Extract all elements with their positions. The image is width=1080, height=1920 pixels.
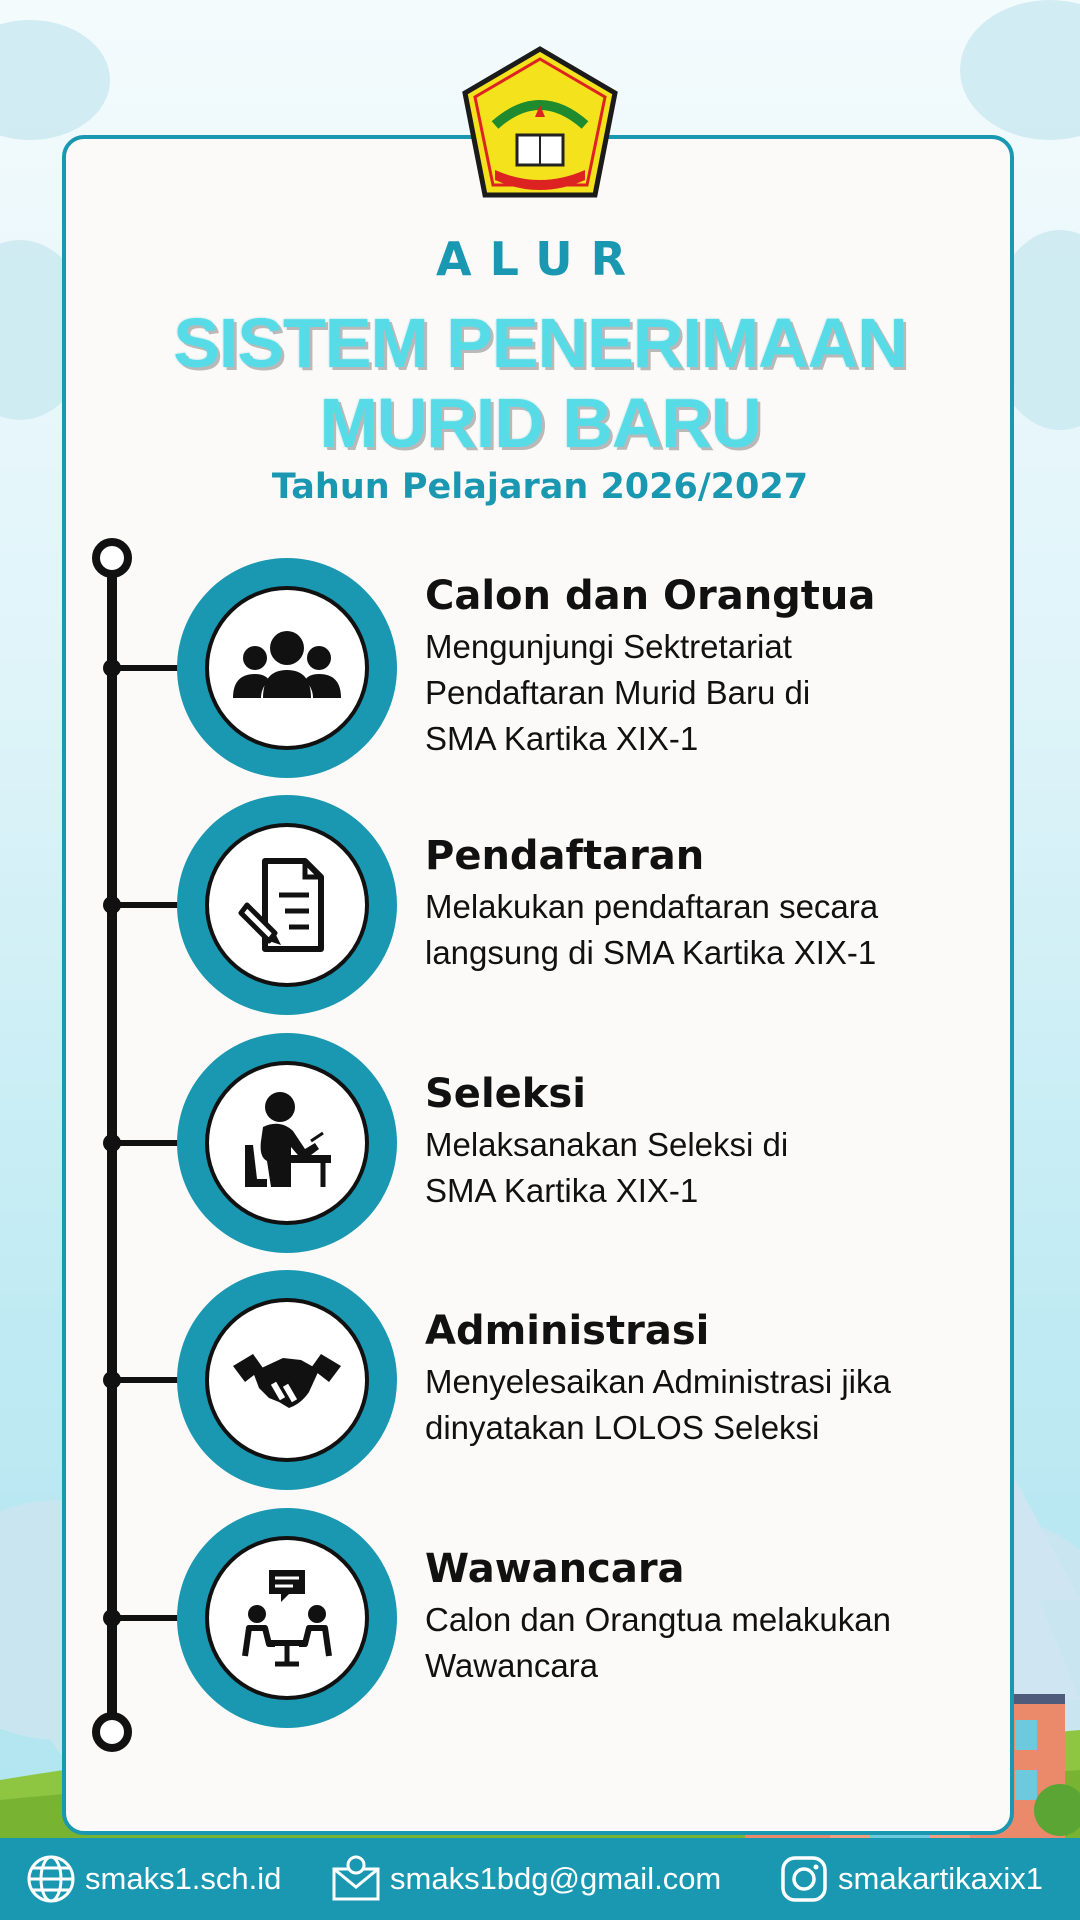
step-1-icon-circle	[177, 558, 397, 778]
step-4-title: Administrasi	[425, 1308, 710, 1354]
step-3-title: Seleksi	[425, 1071, 586, 1117]
instagram-icon	[778, 1853, 830, 1905]
step-3-desc: Melaksanakan Seleksi di SMA Kartika XIX-1	[425, 1126, 789, 1209]
footer-instagram-text: smakartikaxix1	[838, 1861, 1043, 1896]
document-pen-icon	[205, 823, 369, 987]
student-desk-icon	[205, 1061, 369, 1225]
page-title-line2: MURID BARU	[319, 384, 761, 462]
step-2-title: Pendaftaran	[425, 833, 705, 879]
step-5	[425, 1545, 985, 1689]
footer-instagram[interactable]	[778, 1838, 1043, 1920]
step-5-icon-circle	[177, 1508, 397, 1728]
footer-website-text: smaks1.sch.id	[85, 1861, 282, 1896]
school-logo	[455, 45, 625, 205]
footer-website[interactable]	[25, 1838, 281, 1920]
step-5-desc: Calon dan Orangtua melakukan Wawancara	[425, 1601, 891, 1684]
footer-email[interactable]	[330, 1838, 721, 1920]
kicker-text: ALUR	[435, 232, 645, 286]
step-1-title: Calon dan Orangtua	[425, 573, 876, 619]
step-4	[425, 1307, 985, 1451]
step-3-icon-circle	[177, 1033, 397, 1253]
step-3	[425, 1070, 985, 1214]
interview-icon	[205, 1536, 369, 1700]
handshake-icon	[205, 1298, 369, 1462]
footer-bar	[0, 1838, 1080, 1920]
page-subtitle: Tahun Pelajaran 2026/2027	[271, 467, 809, 507]
page-title-line1: SISTEM PENERIMAAN	[173, 304, 907, 382]
step-1	[425, 572, 985, 762]
email-icon	[330, 1853, 382, 1905]
people-icon	[205, 586, 369, 750]
step-4-icon-circle	[177, 1270, 397, 1490]
footer-email-text: smaks1bdg@gmail.com	[390, 1861, 722, 1896]
step-2-icon-circle	[177, 795, 397, 1015]
step-2-desc: Melakukan pendaftaran secara langsung di SMA Kartika XIX-1	[425, 888, 879, 971]
globe-icon	[25, 1853, 77, 1905]
step-5-title: Wawancara	[425, 1546, 685, 1592]
step-2	[425, 832, 985, 976]
step-4-desc: Menyelesaikan Administrasi jika dinyatakan LOLOS Seleksi	[425, 1363, 891, 1446]
step-1-desc: Mengunjungi Sektretariat Pendaftaran Murid Baru di SMA Kartika XIX-1	[425, 628, 811, 757]
